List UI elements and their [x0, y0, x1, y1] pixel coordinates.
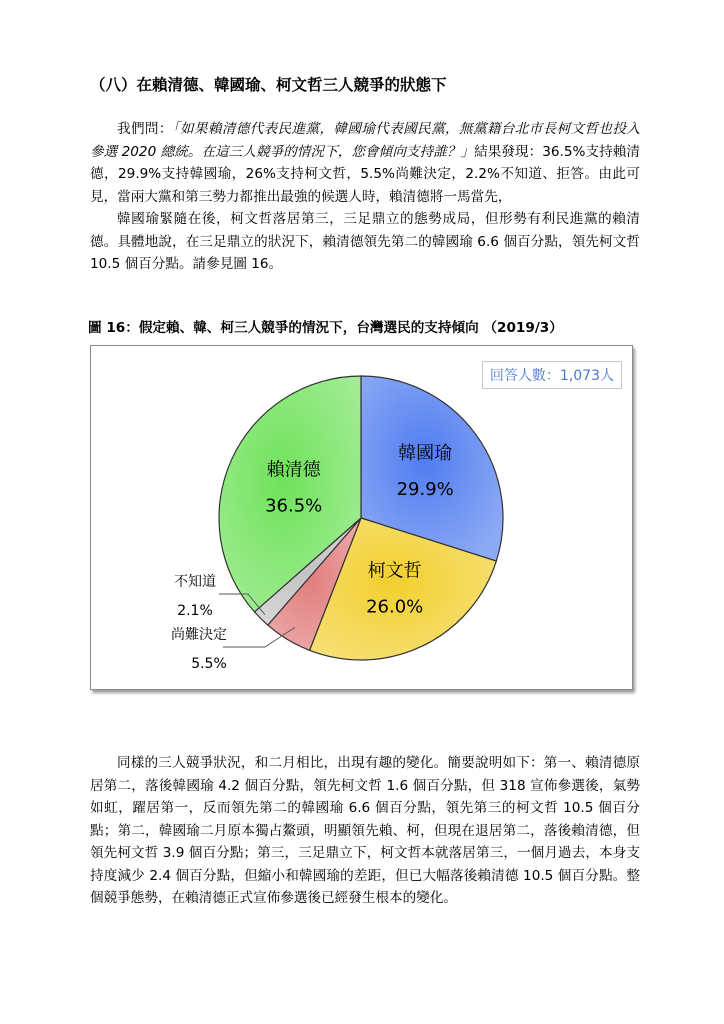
survey-question: 「如果賴清德代表民進黨，韓國瑜代表國民黨，無黨籍台北市長柯文哲也投入參選 2020 總統。在這三人競爭的情況下，您會傾向支持誰？」: [90, 121, 641, 160]
paragraph-1: [90, 118, 640, 208]
pie-chart-frame: [90, 345, 633, 690]
slice-value-ko: 26.0%: [366, 596, 424, 618]
paragraph-1-lead: 我們問：: [117, 121, 173, 137]
slice-value-lai: 36.5%: [265, 495, 323, 517]
slice-label-ko: 柯文哲: [367, 560, 422, 582]
section-title: （八）在賴清德、韓國瑜、柯文哲三人競爭的狀態下: [90, 75, 447, 94]
slice-label-undecided: 尚難決定: [171, 627, 227, 643]
paragraph-1-body: 結果發現：36.5%支持賴清德，29.9%支持韓國瑜，26%支持柯文哲，5.5%尚難決定，2.2%不知道、拒答。由此可見，當兩大黨和第三勢力都推出最強的候選人時，賴清德將一馬當先，: [90, 143, 640, 205]
slice-value-dont-know: 2.1%: [177, 603, 213, 619]
slice-value-undecided: 5.5%: [191, 656, 227, 672]
slice-label-han: 韓國瑜: [398, 443, 453, 465]
slice-label-lai: 賴清德: [266, 459, 321, 481]
pie-chart: [91, 346, 632, 689]
paragraph-2: 韓國瑜緊隨在後，柯文哲落居第三，三足鼎立的態勢成局，但形勢有利民進黨的賴清德。具體地說，在三足鼎立的狀況下，賴清德領先第二的韓國瑜 6.6 個百分點，領先柯文哲 10.5 個百分點。請參見圖 16。: [90, 211, 640, 272]
slice-label-dont-know: 不知道: [174, 574, 216, 590]
paragraph-3: 同樣的三人競爭狀況，和二月相比，出現有趣的變化。簡要說明如下：第一、賴清德原居第二，落後韓國瑜 4.2 個百分點，領先柯文哲 1.6 個百分點，但 318 宣佈參選後，氣勢如虹，躍居第一，反而領先第二的韓國瑜 6.6 個百分點，領先第三的柯文哲 10.5 個百分點；第二，韓國瑜二月原本獨占鰲頭，明顯領先賴、柯，但現在退居第二，落後賴清德，但領先柯文哲 3.9 個百分點；第三，三足鼎立下，柯文哲本就落居第三，一個月過去，本身支持度減少 2.4 個百分點，但縮小和韓國瑜的差距，但已大幅落後賴清德 10.5 個百分點。整個競爭態勢，在賴清德正式宣佈參選後已經發生根本的變化。: [90, 755, 640, 906]
slice-value-han: 29.9%: [396, 479, 454, 501]
respondent-count: 回答人數：1,073人: [482, 361, 622, 389]
figure-caption: 圖 16：假定賴、韓、柯三人競爭的情況下，台灣選民的支持傾向 （2019/3）: [88, 320, 563, 336]
